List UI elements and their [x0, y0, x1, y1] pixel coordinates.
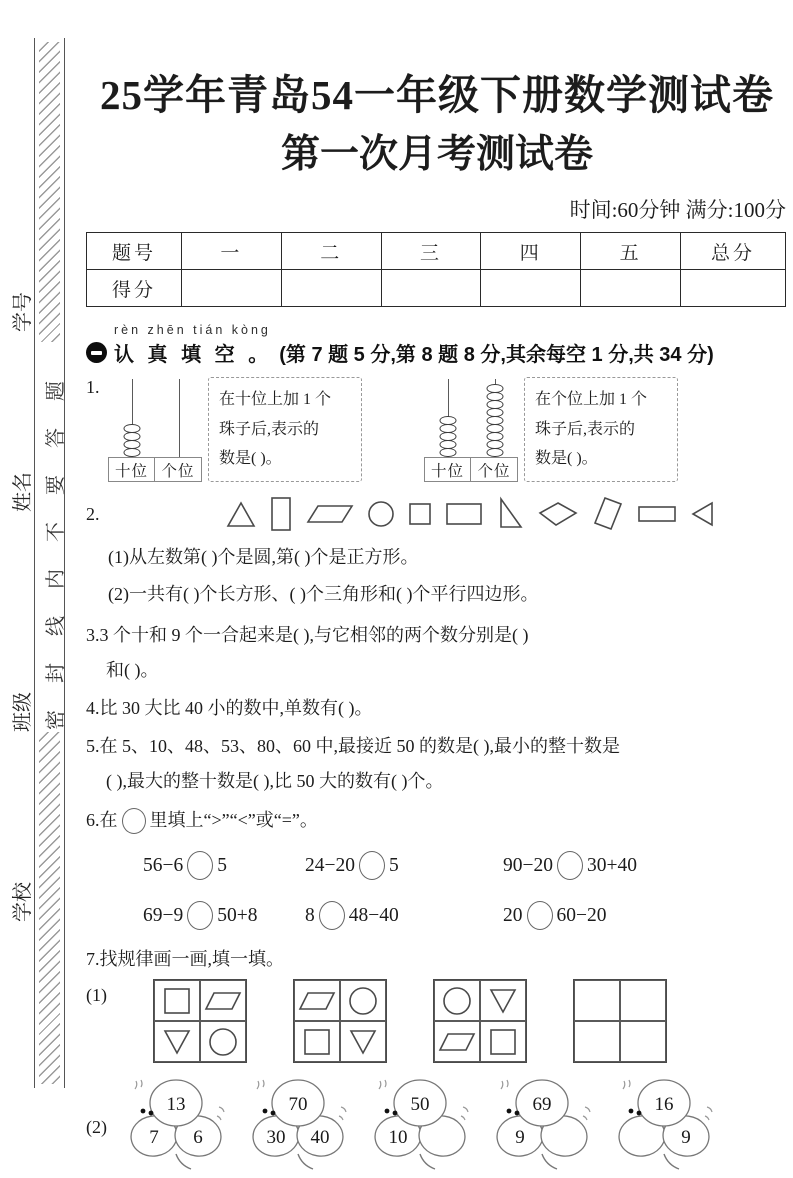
score-table-cell: 三 — [381, 233, 481, 270]
answer-circle — [319, 901, 345, 930]
answer-circle — [187, 901, 213, 930]
paper-content — [86, 58, 788, 1178]
answer-circle — [187, 851, 213, 880]
clover-puzzle — [611, 1075, 717, 1178]
abacus2-ones-label: 个位 — [471, 457, 518, 482]
section-number-one-icon — [86, 342, 107, 363]
score-empty-cell — [381, 270, 481, 307]
empty-answer-cell[interactable] — [620, 1021, 666, 1062]
abacus1-ones-label: 个位 — [155, 457, 202, 482]
triangle-down-shape-cell — [154, 1021, 200, 1062]
parallelogram-shape — [306, 502, 354, 526]
seal-line-text: 密封线内不要答题 — [45, 354, 67, 730]
svg-text:16: 16 — [654, 1094, 674, 1116]
clover-puzzle — [123, 1075, 229, 1178]
abacus-diagram-1 — [108, 379, 202, 482]
score-table-cell: 二 — [281, 233, 381, 270]
svg-text:40: 40 — [310, 1127, 330, 1149]
empty-answer-cell[interactable] — [574, 1021, 620, 1062]
paper-title-line1: 25学年青岛54一年级下册数学测试卷 — [100, 72, 774, 118]
student-name-blank-line — [15, 356, 35, 468]
school-blank-line — [15, 763, 35, 878]
question-5 — [86, 732, 788, 793]
question-1 — [86, 377, 788, 482]
rect-tilted-shape — [592, 496, 624, 532]
clover-number-puzzles — [123, 1075, 717, 1178]
class-label: 班级 — [12, 692, 34, 732]
student-id-field — [6, 176, 35, 332]
class-blank-line — [15, 593, 35, 688]
svg-text:50: 50 — [410, 1094, 430, 1116]
comparison-item: 20 60−20 — [503, 901, 788, 930]
score-table-cell: 一 — [182, 233, 282, 270]
question-7-part1-label: (1) — [86, 985, 107, 1006]
abacus1-ones-rod — [155, 379, 202, 457]
comparison-item: 69−9 50+8 — [143, 901, 305, 930]
question-2-number: 2. — [86, 503, 100, 524]
question-6-header: 6.在 里填上“>”“<”或“=”。 — [86, 806, 788, 834]
comparison-exercises — [86, 851, 788, 930]
score-table-score-row — [87, 270, 786, 307]
student-id-label: 学号 — [12, 292, 34, 332]
circle-shape — [367, 500, 395, 528]
svg-text:9: 9 — [681, 1127, 691, 1149]
rect-wide-shape — [445, 501, 483, 527]
svg-text:6: 6 — [193, 1127, 203, 1149]
question-1-hint-box-1: 在十位上加 1 个 珠子后,表示的 数是( )。 — [208, 377, 362, 482]
clover-puzzle — [489, 1075, 595, 1178]
pattern-grid — [293, 979, 387, 1063]
pattern-grid — [573, 979, 667, 1063]
abacus2-tens-label: 十位 — [424, 457, 471, 482]
section1-pinyin: rèn zhēn tián kòng — [114, 323, 271, 338]
pattern-grids — [153, 979, 667, 1063]
abacus1-tens-label: 十位 — [108, 457, 155, 482]
svg-text:9: 9 — [515, 1127, 525, 1149]
svg-text:7: 7 — [149, 1127, 159, 1149]
question-7 — [86, 945, 788, 1178]
time-and-score-info: 时间:60分钟 满分:100分 — [569, 198, 786, 223]
pattern-grid — [153, 979, 247, 1063]
score-empty-cell — [182, 270, 282, 307]
circle-shape-cell — [340, 980, 386, 1021]
abacus2-ones-rod — [471, 379, 518, 457]
school-label: 学校 — [12, 882, 34, 922]
question-5-line2: ( ),最大的整十数是( ),比 50 大的数有( )个。 — [106, 771, 444, 792]
svg-text:30: 30 — [266, 1127, 286, 1149]
section1-header — [86, 323, 788, 367]
triangle-down-shape-cell — [480, 980, 526, 1021]
square-shape-cell — [294, 1021, 340, 1062]
svg-text:10: 10 — [388, 1127, 408, 1149]
answer-circle — [527, 901, 553, 930]
score-label-cell: 得分 — [87, 270, 182, 307]
question-3-line2: 和( )。 — [106, 660, 159, 681]
triangle-shape — [226, 500, 256, 528]
pattern-grid — [433, 979, 527, 1063]
question-5-line1: 5.在 5、10、48、53、80、60 中,最接近 50 的数是( ),最小的整十数是 — [86, 736, 620, 757]
triangle-left-shape — [690, 501, 716, 527]
question-7-part2-label: (2) — [86, 1117, 107, 1138]
question-4-line: 4.比 30 大比 40 小的数中,单数有( )。 — [86, 698, 373, 719]
comparison-item: 24−20 5 — [305, 851, 503, 880]
square-shape-cell — [154, 980, 200, 1021]
empty-answer-cell[interactable] — [620, 980, 666, 1021]
right-triangle-shape — [496, 497, 524, 531]
parallelogram-shape-cell — [200, 980, 246, 1021]
score-empty-cell — [481, 270, 581, 307]
question-2-line1: (1)从左数第( )个是圆,第( )个是正方形。 — [108, 547, 419, 568]
student-name-label: 姓名 — [12, 472, 34, 512]
question-4 — [86, 694, 788, 720]
school-field — [6, 763, 35, 922]
parallelogram-shape-cell — [434, 1021, 480, 1062]
seal-hatch-bottom — [39, 732, 60, 1084]
abacus-bead — [439, 448, 456, 458]
student-name-field — [6, 356, 35, 512]
answer-circle — [359, 851, 385, 880]
svg-text:13: 13 — [166, 1094, 186, 1116]
score-table-cell: 总分 — [681, 233, 786, 270]
rect-tall-shape — [269, 496, 293, 532]
score-empty-cell — [281, 270, 381, 307]
shape-sequence — [226, 496, 716, 532]
answer-circle — [557, 851, 583, 880]
square-shape — [408, 502, 432, 526]
question-1-number: 1. — [86, 377, 100, 398]
circle-shape-cell — [434, 980, 480, 1021]
svg-text:69: 69 — [532, 1094, 552, 1116]
circle-shape-cell — [200, 1021, 246, 1062]
score-table-header-row — [87, 233, 786, 270]
comparison-item: 8 48−40 — [305, 901, 503, 930]
square-shape-cell — [480, 1021, 526, 1062]
abacus2-tens-rod — [424, 379, 471, 457]
abacus-diagram-2 — [424, 379, 518, 482]
score-table-cell: 五 — [581, 233, 681, 270]
score-table — [86, 232, 786, 307]
score-table-cell: 四 — [481, 233, 581, 270]
seal-hatch-top — [39, 42, 60, 342]
class-field — [6, 593, 35, 732]
student-id-blank-line — [15, 176, 35, 288]
section1-note: (第 7 题 5 分,第 8 题 8 分,其余每空 1 分,共 34 分) — [279, 344, 714, 367]
triangle-down-shape-cell — [340, 1021, 386, 1062]
question-2 — [86, 496, 788, 606]
question-2-line2: (2)一共有( )个长方形、( )个三角形和( )个平行四边形。 — [108, 584, 539, 605]
seal-line-strip — [34, 38, 65, 1088]
clover-puzzle — [367, 1075, 473, 1178]
question-6 — [86, 806, 788, 930]
rect-flat-shape — [637, 504, 677, 524]
comparison-item: 56−6 5 — [143, 851, 305, 880]
score-empty-cell — [581, 270, 681, 307]
question-7-header: 7.找规律画一画,填一填。 — [86, 949, 284, 970]
abacus1-tens-rod — [108, 379, 155, 457]
comparison-circle-icon — [122, 808, 146, 834]
abacus-bead — [486, 448, 503, 458]
question-1-hint-box-2: 在个位上加 1 个 珠子后,表示的 数是( )。 — [524, 377, 678, 482]
empty-answer-cell[interactable] — [574, 980, 620, 1021]
question-3 — [86, 621, 788, 682]
abacus-bead — [123, 448, 140, 458]
section1-title: 认 真 填 空 。 — [114, 344, 273, 367]
question-3-line1: 3.3 个十和 9 个一合起来是( ),与它相邻的两个数分别是( ) — [86, 625, 529, 646]
paper-title-line2: 第一次月考测试卷 — [280, 133, 593, 177]
svg-text:70: 70 — [288, 1094, 308, 1116]
rhombus-shape — [537, 501, 579, 527]
clover-puzzle — [245, 1075, 351, 1178]
score-table-cell: 题号 — [87, 233, 182, 270]
comparison-item: 90−20 30+40 — [503, 851, 788, 880]
score-empty-cell — [681, 270, 786, 307]
parallelogram-shape-cell — [294, 980, 340, 1021]
